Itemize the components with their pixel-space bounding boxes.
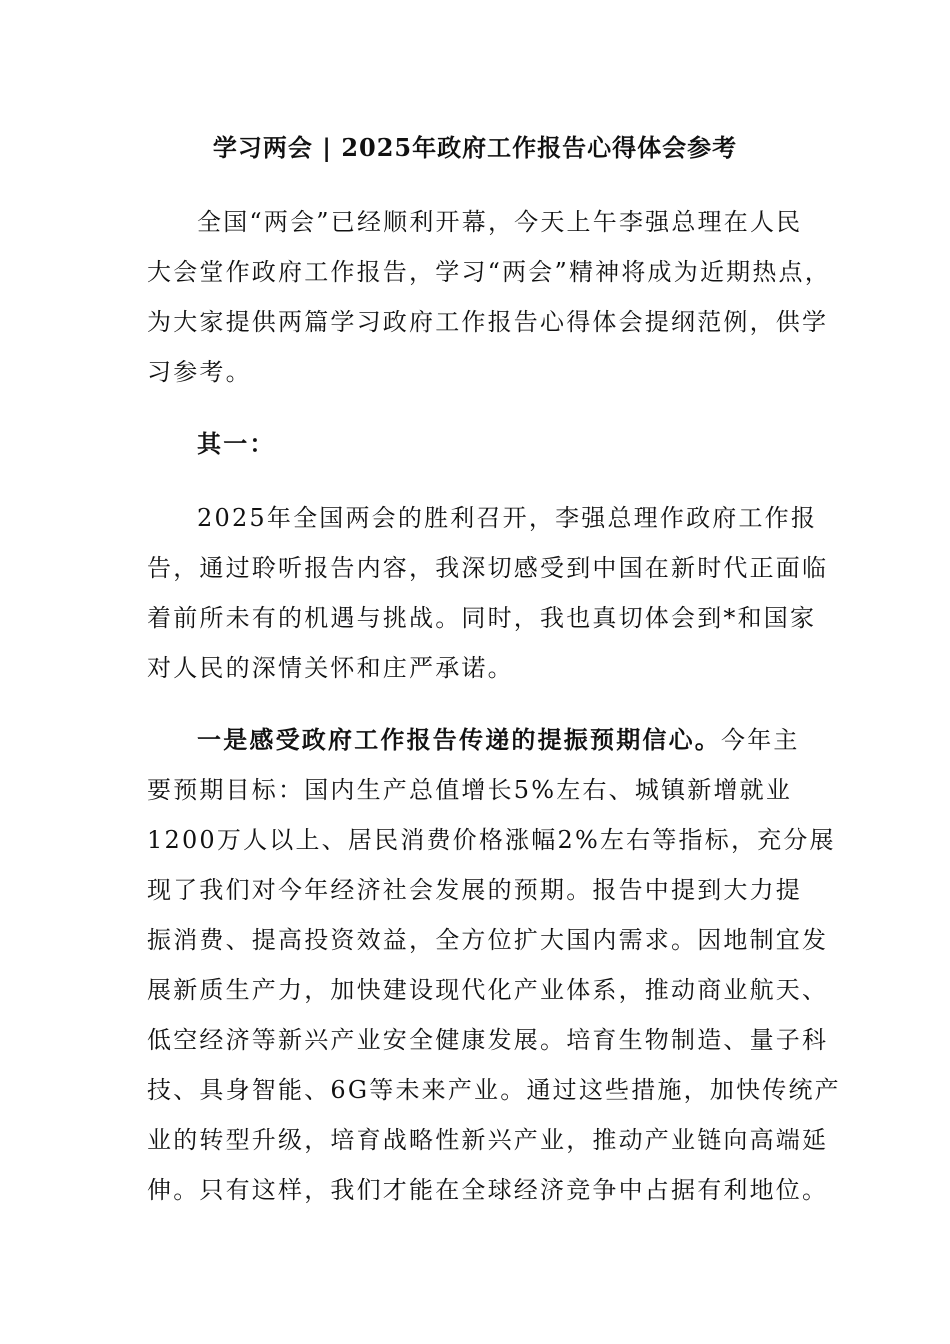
para2-line: 1200万人以上、居民消费价格涨幅2%左右等指标，充分展 (147, 826, 836, 854)
intro-line: 大会堂作政府工作报告，学习“两会”精神将成为近期热点， (147, 258, 831, 286)
intro-line: 习参考。 (147, 358, 252, 386)
para2-first-line (197, 722, 800, 758)
para2-line: 技、具身智能、6G等未来产业。通过这些措施，加快传统产 (147, 1076, 841, 1104)
para2-line: 现了我们对今年经济社会发展的预期。报告中提到大力提 (147, 876, 802, 904)
para2-line: 业的转型升级，培育战略性新兴产业，推动产业链向高端延 (147, 1126, 829, 1154)
document-title: 学习两会 | 2025年政府工作报告心得体会参考 (212, 133, 738, 162)
para1-line: 2025年全国两会的胜利召开，李强总理作政府工作报 (197, 504, 818, 532)
para2-line: 要预期目标：国内生产总值增长5%左右、城镇新增就业 (147, 776, 793, 804)
para1-line: 对人民的深情关怀和庄严承诺。 (147, 654, 514, 682)
intro-line: 为大家提供两篇学习政府工作报告心得体会提纲范例，供学 (147, 308, 829, 336)
intro-line: 全国“两会”已经顺利开幕，今天上午李强总理在人民 (197, 208, 803, 236)
para1-line: 着前所未有的机遇与挑战。同时，我也真切体会到*和国家 (147, 604, 817, 632)
section-heading: 其一： (197, 429, 276, 458)
para2-line: 振消费、提高投资效益，全方位扩大国内需求。因地制宜发 (147, 926, 829, 954)
para2-line: 伸。只有这样，我们才能在全球经济竞争中占据有利地位。 (147, 1176, 829, 1204)
para2-line: 低空经济等新兴产业安全健康发展。培育生物制造、量子科 (147, 1026, 829, 1054)
para2-line: 展新质生产力，加快建设现代化产业体系，推动商业航天、 (147, 976, 829, 1004)
para2-heading: 一是感受政府工作报告传递的提振预期信心。 (197, 725, 721, 754)
para1-line: 告，通过聆听报告内容，我深切感受到中国在新时代正面临 (147, 554, 829, 582)
para2-line: 今年主 (721, 726, 800, 754)
